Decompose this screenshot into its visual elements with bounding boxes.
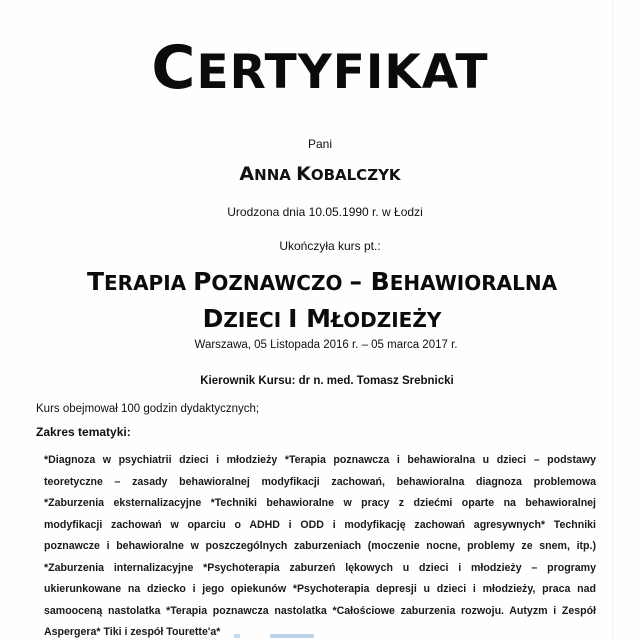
scope-label: Zakres tematyki: — [36, 425, 131, 439]
topics-line: modyfikacji zachowań w oparciu o ADHD i ODD i modyfikację zachowań agresywnych* Techniki — [44, 518, 596, 531]
recipient-name — [0, 164, 640, 185]
course-word-initial: – B — [349, 267, 390, 296]
topics-paragraph — [44, 450, 596, 640]
course-title-line-1 — [0, 266, 640, 299]
course-dates: Warszawa, 05 Listopada 2016 r. – 05 marca 2017 r. — [194, 339, 458, 351]
course-hours: Kurs obejmował 100 godzin dydaktycznych; — [36, 403, 260, 415]
completed-label: Ukończyła kurs pt.: — [279, 239, 381, 253]
topics-line: Aspergera* Tiki i zespół Tourette'a* — [44, 626, 221, 638]
course-word-initial: T — [86, 267, 104, 296]
last-name-initial: K — [296, 163, 311, 185]
topics-line: *Diagnoza w psychiatrii dzieci i młodzieży *Terapia poznawcza i behawioralna u dzieci – podstawy — [44, 454, 596, 466]
birth-info: Urodzona dnia 10.05.1990 r. w Łodzi — [227, 205, 423, 219]
course-word-rest: ZIECI — [223, 308, 289, 332]
course-director: Kierownik Kursu: dr n. med. Tomasz Srebnicki — [200, 375, 454, 387]
certificate-title — [0, 33, 640, 103]
topics-line: samooceną nastolatka *Terapia poznawcza nastolatka *Całościowe zaburzenia rozwoju. Autyzm i Zespół — [44, 604, 596, 617]
course-word-rest: ŁODZIEŻY — [331, 308, 442, 332]
topics-line: *Zaburzenia eksternalizacyjne *Techniki behawioralne w pracy z dziećmi oparte na behawioralnej — [44, 497, 596, 509]
course-word-rest: OZNAWCZO — [211, 271, 350, 295]
title-rest: ERTYFIKAT — [196, 45, 489, 100]
course-word-initial: D — [202, 304, 224, 333]
first-name-initial: A — [239, 163, 255, 185]
stamp-fragment — [234, 634, 314, 638]
first-name-rest: NNA — [254, 166, 297, 184]
course-word-rest: EHAWIORALNA — [389, 271, 558, 295]
course-word-initial: I M — [288, 304, 331, 333]
topics-line: ukierunkowane na dziecko i jego opiekunów *Psychoterapia depresji u dzieci i młodzieży, praca nad — [44, 583, 596, 595]
topics-line: *Zaburzenia internalizacyjne *Psychoterapia zaburzeń lękowych u dzieci i młodzieży – programy — [44, 561, 596, 574]
title-initial: C — [151, 33, 197, 103]
salutation: Pani — [307, 137, 333, 151]
course-word-initial: P — [193, 267, 212, 296]
course-title-line-2 — [0, 303, 640, 336]
last-name-rest: OBALCZYK — [310, 166, 401, 184]
topics-line: poznawcze i behawioralne w poszczególnych zaburzeniach (moczenie nocne, problemy ze snem, itp.) — [44, 540, 596, 552]
course-word-rest: ERAPIA — [104, 271, 194, 295]
topics-line: teoretyczne – zasady behawioralnej modyfikacji zachowań, behawioralna diagnoza problemowa — [44, 475, 596, 488]
